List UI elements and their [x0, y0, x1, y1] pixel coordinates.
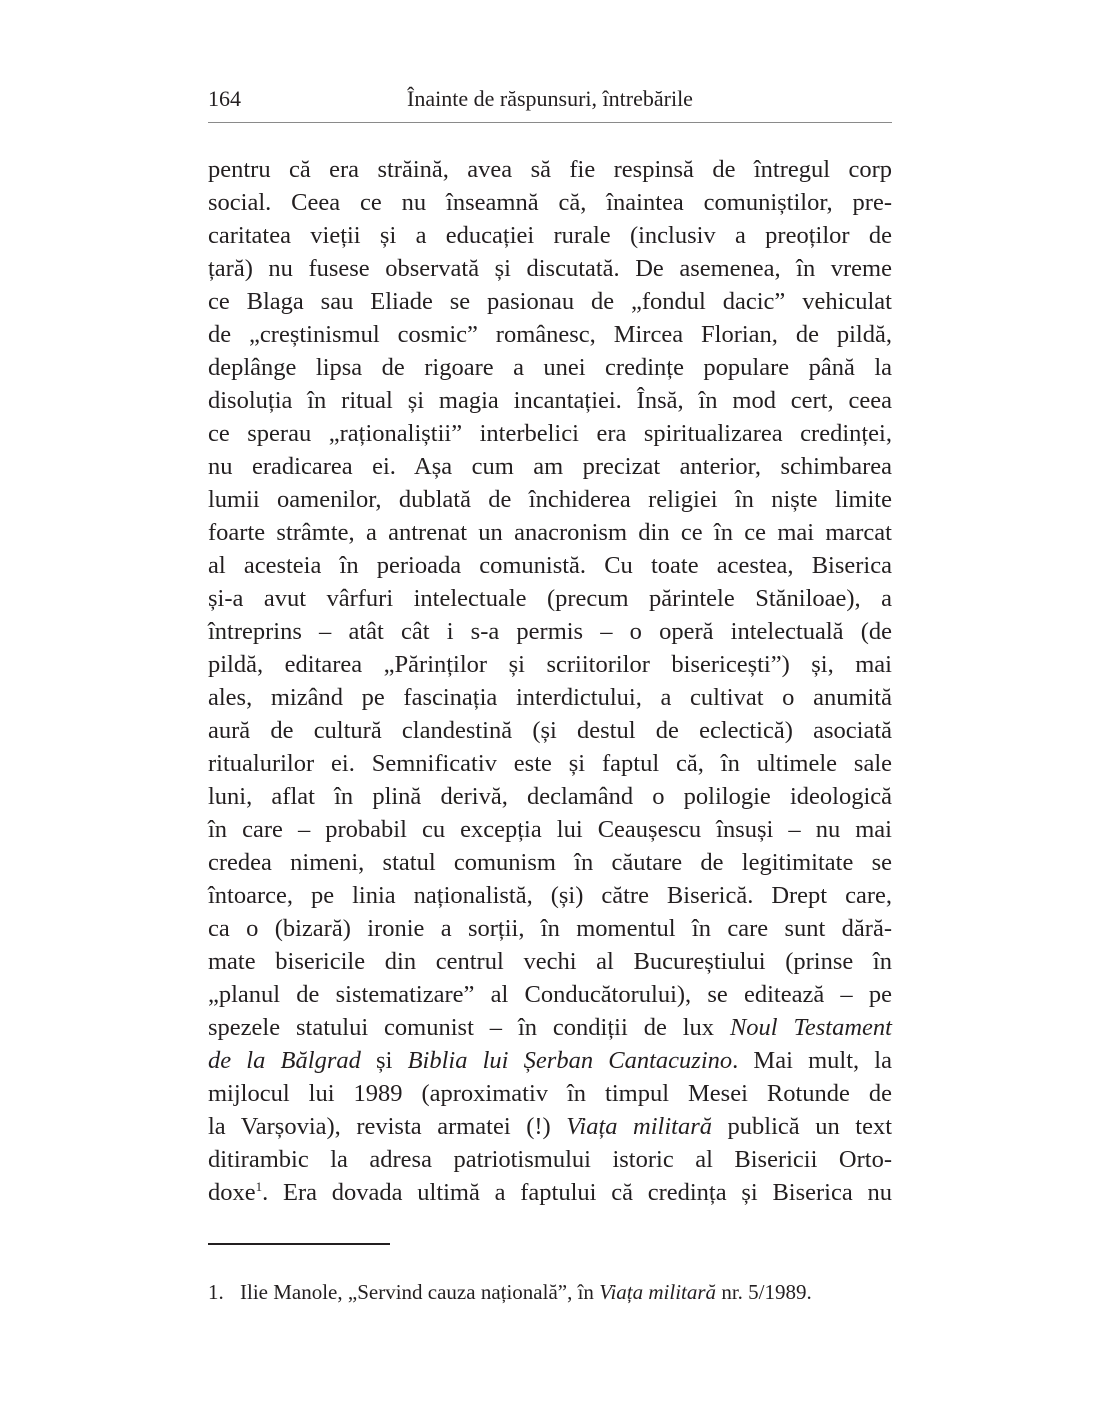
- text-segment: ritualurilor ei. Semnificativ este și faptul că, în ultimele sale: [208, 750, 892, 777]
- footnote-text-end: nr. 5/1989.: [716, 1280, 812, 1304]
- text-segment: pildă, editarea „Părinților și scriitorilor bisericești”) și, mai: [208, 651, 892, 678]
- text-line: [208, 1077, 892, 1110]
- text-line: [208, 285, 892, 318]
- text-segment: țară) nu fusese observată și discutată. De asemenea, în vreme: [208, 255, 892, 282]
- text-line: [208, 219, 892, 252]
- text-segment: deplânge lipsa de rigoare a unei credințe populare până la: [208, 354, 892, 381]
- text-line: [208, 252, 892, 285]
- text-line: [208, 582, 892, 615]
- body-text: [208, 153, 892, 1209]
- text-line: [208, 318, 892, 351]
- footnote-separator: [208, 1243, 390, 1245]
- text-segment: de „creștinismul cosmic” românesc, Mircea Florian, de pildă,: [208, 321, 892, 348]
- text-segment: publică un text: [712, 1113, 892, 1140]
- text-segment: aură de cultură clandestină (și destul de eclectică) asociată: [208, 717, 892, 744]
- text-segment: ca o (bizară) ironie a sorții, în momentul în care sunt dără-: [208, 915, 892, 942]
- text-line: [208, 516, 892, 549]
- text-segment: în care – probabil cu excepția lui Ceaușescu însuși – nu mai: [208, 816, 892, 843]
- text-segment: doxe: [208, 1179, 256, 1206]
- text-line: [208, 813, 892, 846]
- text-segment: . Era dovada ultimă a faptului că credința și Biserica nu: [262, 1179, 892, 1206]
- page-number: 164: [208, 86, 241, 111]
- text-line: [208, 879, 892, 912]
- text-line: [208, 1176, 892, 1209]
- text-segment: spezele statului comunist – în condiții de lux: [208, 1014, 730, 1041]
- footnote-number: 1.: [208, 1280, 224, 1304]
- text-segment: social. Ceea ce nu înseamnă că, înaintea comuniștilor, pre-: [208, 189, 892, 216]
- text-line: [208, 681, 892, 714]
- text-line: [208, 714, 892, 747]
- text-segment: ales, mizând pe fascinația interdictului, a cultivat o anumită: [208, 684, 892, 711]
- text-segment: „planul de sistematizare” al Conducătorului), se editează – pe: [208, 981, 892, 1008]
- header-rule: [208, 122, 892, 123]
- text-segment: la Varșovia), revista armatei (!): [208, 1113, 567, 1140]
- text-segment: întreprins – atât cât i s-a permis – o operă intelectuală (de: [208, 618, 892, 645]
- text-line: [208, 780, 892, 813]
- text-segment: mate bisericile din centrul vechi al Bucureștiului (prinse în: [208, 948, 892, 975]
- text-segment: pentru că era străină, avea să fie respinsă de întregul corp: [208, 156, 892, 183]
- text-line: [208, 450, 892, 483]
- footnote-reference[interactable]: 1: [255, 1178, 263, 1194]
- text-line: [208, 1110, 892, 1143]
- text-segment: întoarce, pe linia naționalistă, (și) către Biserică. Drept care,: [208, 882, 892, 909]
- text-line: [208, 549, 892, 582]
- text-segment: ditirambic la adresa patriotismului istoric al Bisericii Orto-: [208, 1146, 892, 1173]
- text-line: [208, 1044, 892, 1077]
- text-segment: disoluția în ritual și magia incantației. Însă, în mod cert, ceea: [208, 387, 892, 414]
- text-line: [208, 615, 892, 648]
- text-segment: lumii oamenilor, dublată de închiderea religiei în niște limite: [208, 486, 892, 513]
- text-segment: nu eradicarea ei. Așa cum am precizat anterior, schimbarea: [208, 453, 892, 480]
- text-line: [208, 1143, 892, 1176]
- text-line: [208, 648, 892, 681]
- text-segment: mijlocul lui 1989 (aproximativ în timpul Mesei Rotunde de: [208, 1080, 892, 1107]
- footnote-italic-title: Viața militară: [599, 1280, 717, 1304]
- italic-title: de la Bălgrad: [208, 1047, 361, 1074]
- italic-title: Viața militară: [566, 1113, 712, 1140]
- text-segment: ce Blaga sau Eliade se pasionau de „fondul dacic” vehiculat: [208, 288, 892, 315]
- text-line: [208, 978, 892, 1011]
- text-segment: foarte strâmte, a antrenat un anacronism din ce în ce mai marcat: [208, 519, 892, 546]
- text-line: [208, 912, 892, 945]
- text-line: [208, 945, 892, 978]
- text-segment: al acesteia în perioada comunistă. Cu toate acestea, Biserica: [208, 552, 892, 579]
- text-segment: credea nimeni, statul comunism în căutare de legitimitate se: [208, 849, 892, 876]
- text-segment: ce sperau „raționaliștii” interbelici era spiritualizarea credinței,: [208, 420, 892, 447]
- text-line: [208, 1011, 892, 1044]
- text-line: [208, 417, 892, 450]
- text-line: [208, 747, 892, 780]
- text-line: [208, 483, 892, 516]
- text-line: [208, 186, 892, 219]
- text-segment: și: [360, 1047, 408, 1074]
- running-header: [208, 86, 892, 116]
- text-segment: caritatea vieții și a educației rurale (inclusiv a preoților de: [208, 222, 892, 249]
- text-line: [208, 384, 892, 417]
- text-segment: luni, aflat în plină derivă, declamând o polilogie ideologică: [208, 783, 892, 810]
- text-line: [208, 153, 892, 186]
- footnote-text: Ilie Manole, „Servind cauza națională”, în: [240, 1280, 600, 1304]
- footnote: [208, 1278, 892, 1306]
- text-segment: și-a avut vârfuri intelectuale (precum părintele Stăniloae), a: [208, 585, 892, 612]
- italic-title: Biblia lui Șerban Cantacuzino: [407, 1047, 733, 1074]
- text-line: [208, 351, 892, 384]
- italic-title: Noul Testament: [729, 1014, 892, 1041]
- text-segment: . Mai mult, la: [732, 1047, 892, 1074]
- text-line: [208, 846, 892, 879]
- running-title: Înainte de răspunsuri, întrebările: [407, 86, 693, 111]
